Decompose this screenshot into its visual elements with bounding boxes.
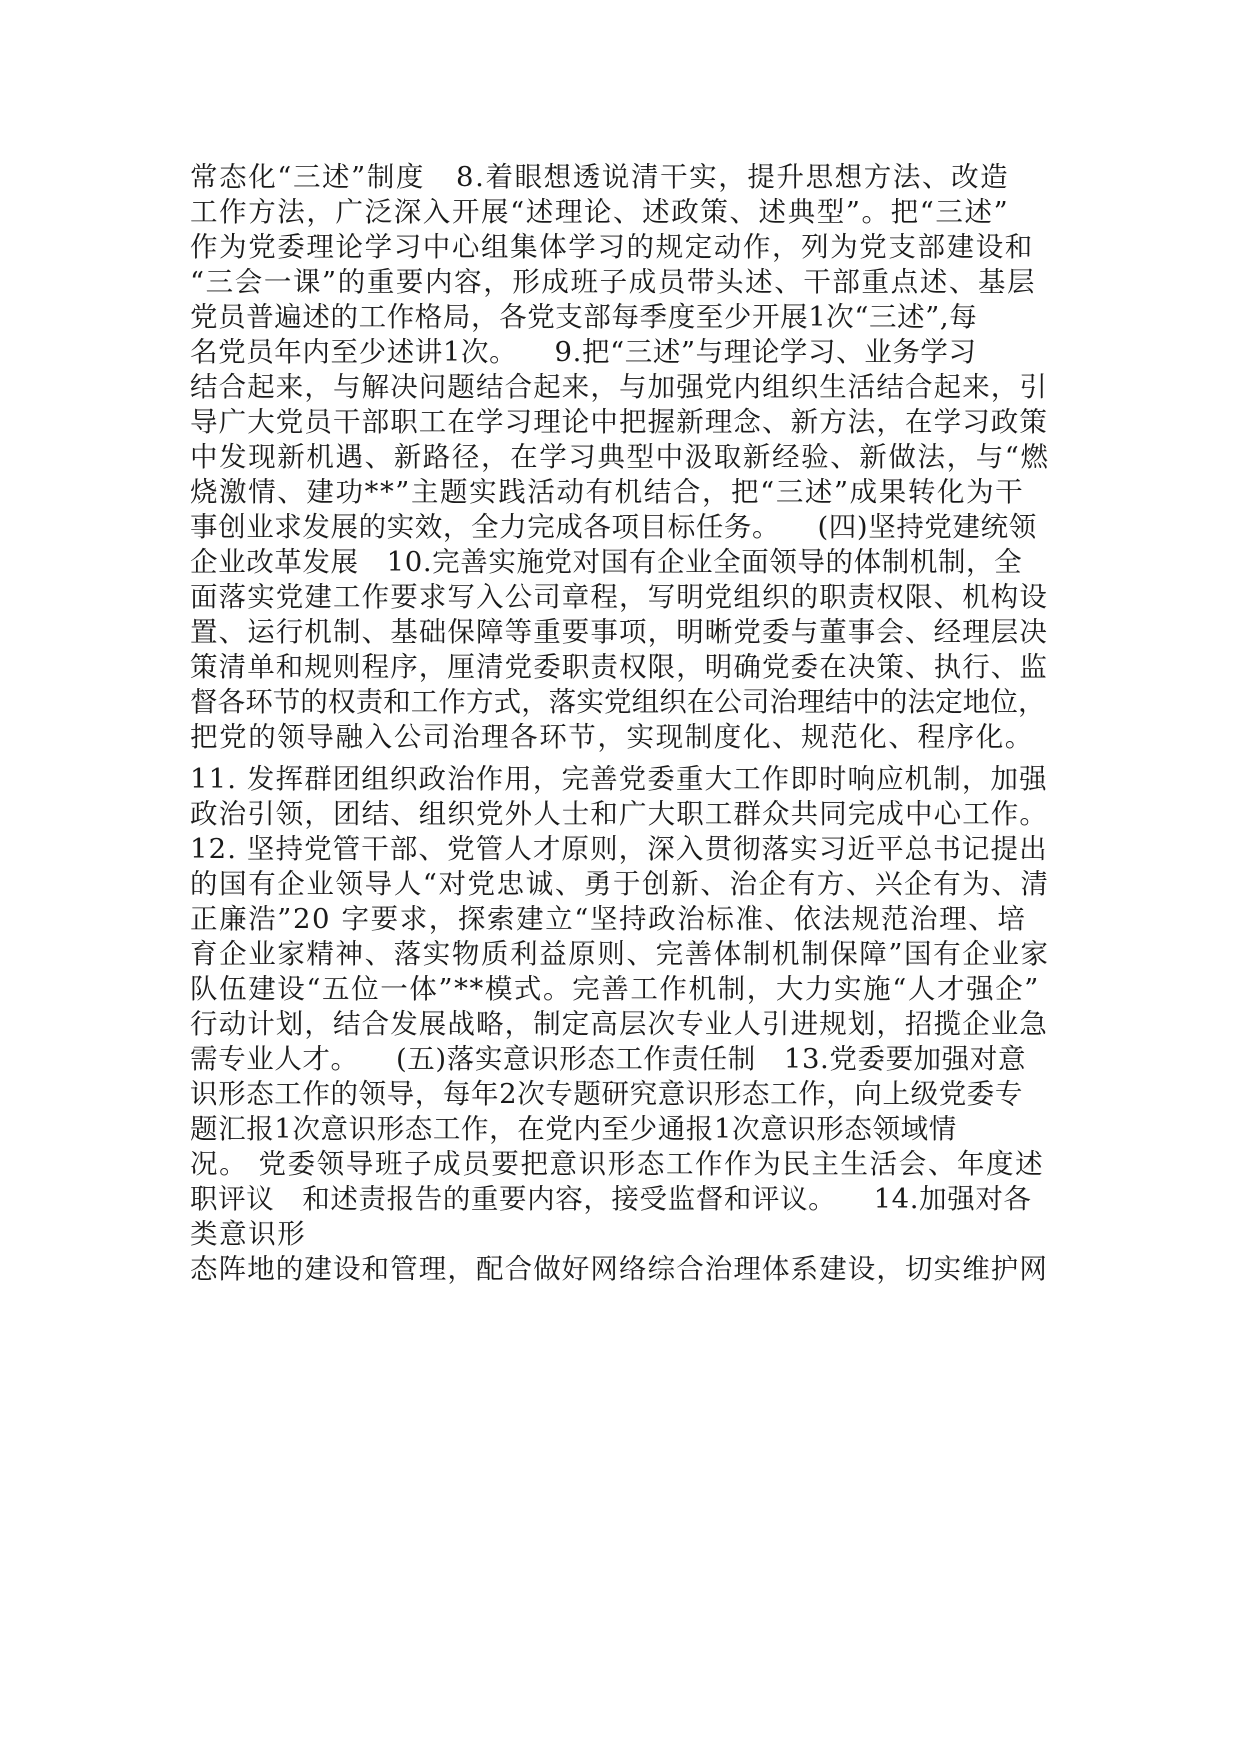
- text-line: 态阵地的建设和管理，配合做好网络综合治理体系建设，切实维护网: [190, 1253, 1048, 1285]
- text-line: 事创业求发展的实效，全力完成各项目标任务。 (四)坚持党建统领: [190, 511, 1037, 543]
- text-line: 策清单和规则程序，厘清党委职责权限，明确党委在决策、执行、监: [190, 651, 1048, 683]
- text-line: 常态化“三述”制度 8.着眼想透说清干实，提升思想方法、改造: [190, 161, 1010, 193]
- text-line: 烧激情、建功**”主题实践活动有机结合，把“三述”成果转化为干: [190, 476, 1025, 508]
- text-line: 党员普遍述的工作格局，各党支部每季度至少开展1次“三述”,每: [190, 301, 978, 333]
- text-line: 12. 坚持党管干部、党管人才原则，深入贯彻落实习近平总书记提出: [190, 833, 1048, 865]
- text-line: 企业改革发展 10.完善实施党对国有企业全面领导的体制机制，全: [190, 546, 1023, 578]
- text-line: 导广大党员干部职工在学习理论中把握新理念、新方法，在学习政策: [190, 406, 1048, 438]
- text-line: 把党的领导融入公司治理各环节，实现制度化、规范化、程序化。: [190, 721, 1034, 753]
- text-line: 工作方法，广泛深入开展“述理论、述政策、述典型”。把“三述”: [190, 196, 1010, 228]
- text-line: 政治引领，团结、组织党外人士和广大职工群众共同完成中心工作。: [190, 798, 1048, 830]
- text-line: 结合起来，与解决问题结合起来，与加强党内组织生活结合起来，引: [190, 371, 1048, 403]
- text-line: 作为党委理论学习中心组集体学习的规定动作，列为党支部建设和: [190, 231, 1034, 263]
- text-line: 置、运行机制、基础保障等重要事项，明晰党委与董事会、经理层决: [190, 616, 1048, 648]
- text-line: 的国有企业领导人“对党忠诚、勇于创新、治企有方、兴企有为、清: [190, 868, 1050, 900]
- text-line: 育企业家精神、落实物质利益原则、完善体制机制保障”国有企业家: [190, 938, 1050, 970]
- text-line: 职评议 和述责报告的重要内容，接受监督和评议。 14.加强对各: [190, 1183, 1032, 1215]
- text-line: 正廉浩”20 字要求，探索建立“坚持政治标准、依法规范治理、培: [190, 903, 1027, 935]
- text-line: 面落实党建工作要求写入公司章程，写明党组织的职责权限、机构设: [190, 581, 1048, 613]
- text-line: 识形态工作的领导，每年2次专题研究意识形态工作，向上级党委专: [190, 1078, 1023, 1110]
- text-line: 况。 党委领导班子成员要把意识形态工作作为民主生活会、年度述: [190, 1148, 1045, 1180]
- text-line: 行动计划，结合发展战略，制定高层次专业人引进规划，招揽企业急: [190, 1008, 1048, 1040]
- text-line: 需专业人才。 (五)落实意识形态工作责任制 13.党委要加强对意: [190, 1043, 1027, 1075]
- text-line: 题汇报1次意识形态工作，在党内至少通报1次意识形态领域情: [190, 1113, 957, 1145]
- body-text: [190, 160, 1050, 1287]
- text-line: “三会一课”的重要内容，形成班子成员带头述、干部重点述、基层: [190, 266, 1037, 298]
- text-line: 队伍建设“五位一体”**模式。完善工作机制，大力实施“人才强企”: [190, 973, 1040, 1005]
- text-line: 11. 发挥群团组织政治作用，完善党委重大工作即时响应机制，加强: [190, 763, 1048, 795]
- text-line: 中发现新机遇、新路径，在学习典型中汲取新经验、新做法，与“燃: [190, 441, 1050, 473]
- text-line: 督各环节的权责和工作方式，落实党组织在公司治理结中的法定地位，: [190, 686, 1046, 718]
- text-line: 类意识形: [190, 1218, 307, 1250]
- text-line: 名党员年内至少述讲1次。 9.把“三述”与理论学习、业务学习: [190, 336, 977, 368]
